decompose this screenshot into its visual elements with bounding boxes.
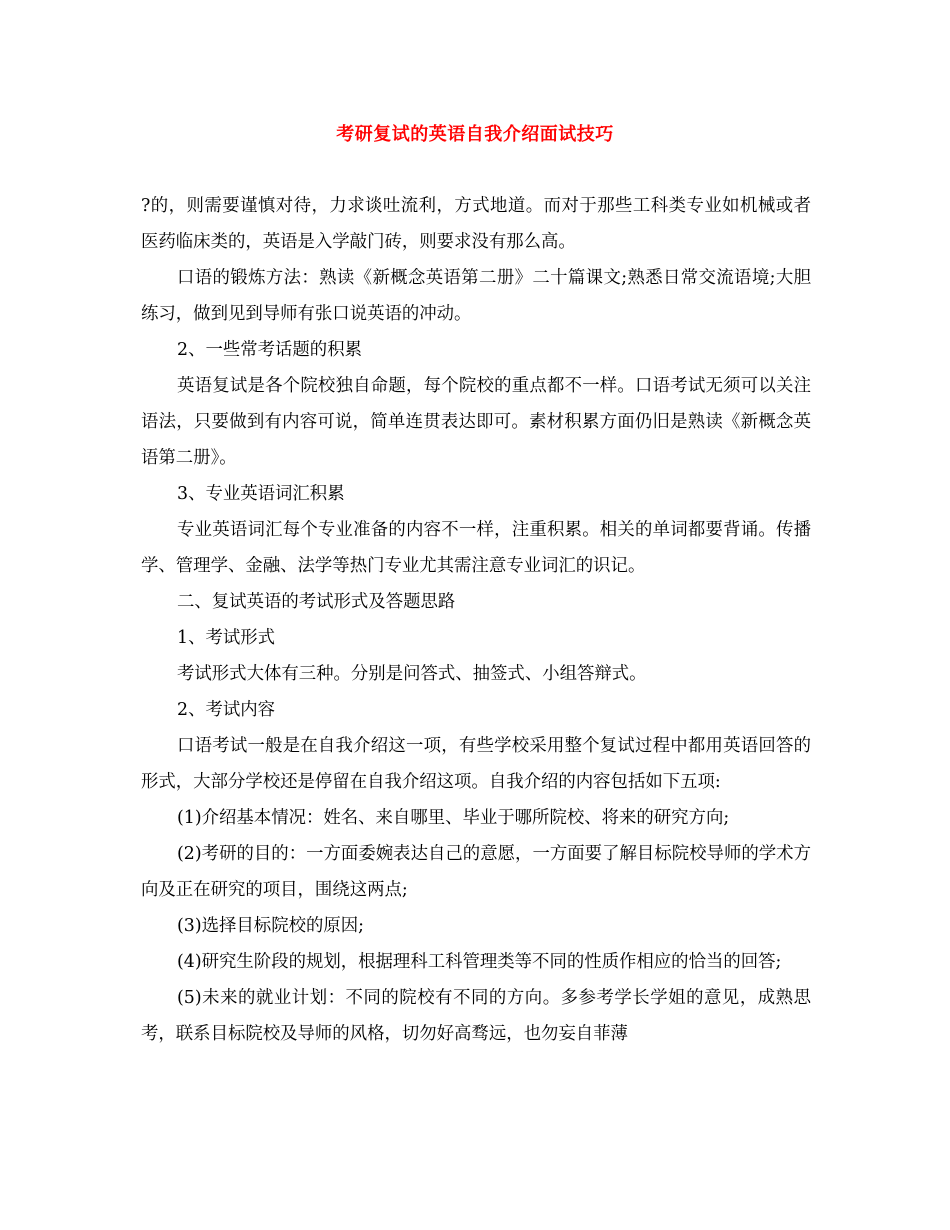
heading-vocabulary: 3、专业英语词汇积累 xyxy=(177,484,345,504)
paragraph-vocabulary: 专业英语词汇每个专业准备的内容不一样，注重积累。相关的单词都要背诵。传播学、管理学、金融、法学等热门专业尤其需注意专业词汇的识记。 xyxy=(141,520,811,576)
paragraph-speaking-practice: 口语的锻炼方法：熟读《新概念英语第二册》二十篇课文;熟悉日常交流语境;大胆练习，做到见到导师有张口说英语的冲动。 xyxy=(141,268,811,324)
paragraph-continuation: ?的，则需要谨慎对待，力求谈吐流利，方式地道。而对于那些工科类专业如机械或者医药临床类的，英语是入学敲门砖，则要求没有那么高。 xyxy=(141,196,811,252)
list-item-plan: (4)研究生阶段的规划，根据理科工科管理类等不同的性质作相应的恰当的回答; xyxy=(177,952,782,972)
list-item-reason: (3)选择目标院校的原因; xyxy=(177,916,365,936)
document-body xyxy=(141,188,811,1052)
document-title: 考研复试的英语自我介绍面试技巧 xyxy=(336,124,614,145)
heading-common-topics: 2、一些常考话题的积累 xyxy=(177,340,362,360)
heading-exam-format: 1、考试形式 xyxy=(177,628,276,648)
heading-exam-content: 2、考试内容 xyxy=(177,700,276,720)
paragraph-common-topics: 英语复试是各个院校独自命题，每个院校的重点都不一样。口语考试无须可以关注语法，只要做到有内容可说，简单连贯表达即可。素材积累方面仍旧是熟读《新概念英语第二册》。 xyxy=(141,376,811,468)
list-item-career: (5)未来的就业计划：不同的院校有不同的方向。多参考学长学姐的意见，成熟思考，联系目标院校及导师的风格，切勿好高骛远，也勿妄自菲薄 xyxy=(141,988,811,1044)
paragraph-exam-format: 考试形式大体有三种。分别是问答式、抽签式、小组答辩式。 xyxy=(177,664,647,684)
list-item-purpose: (2)考研的目的：一方面委婉表达自己的意愿，一方面要了解目标院校导师的学术方向及正在研究的项目，围绕这两点; xyxy=(141,844,811,900)
heading-exam-format-section: 二、复试英语的考试形式及答题思路 xyxy=(177,592,456,612)
list-item-basic-info: (1)介绍基本情况：姓名、来自哪里、毕业于哪所院校、将来的研究方向; xyxy=(177,808,730,828)
paragraph-exam-content: 口语考试一般是在自我介绍这一项，有些学校采用整个复试过程中都用英语回答的形式，大部分学校还是停留在自我介绍这项。自我介绍的内容包括如下五项: xyxy=(141,736,811,792)
